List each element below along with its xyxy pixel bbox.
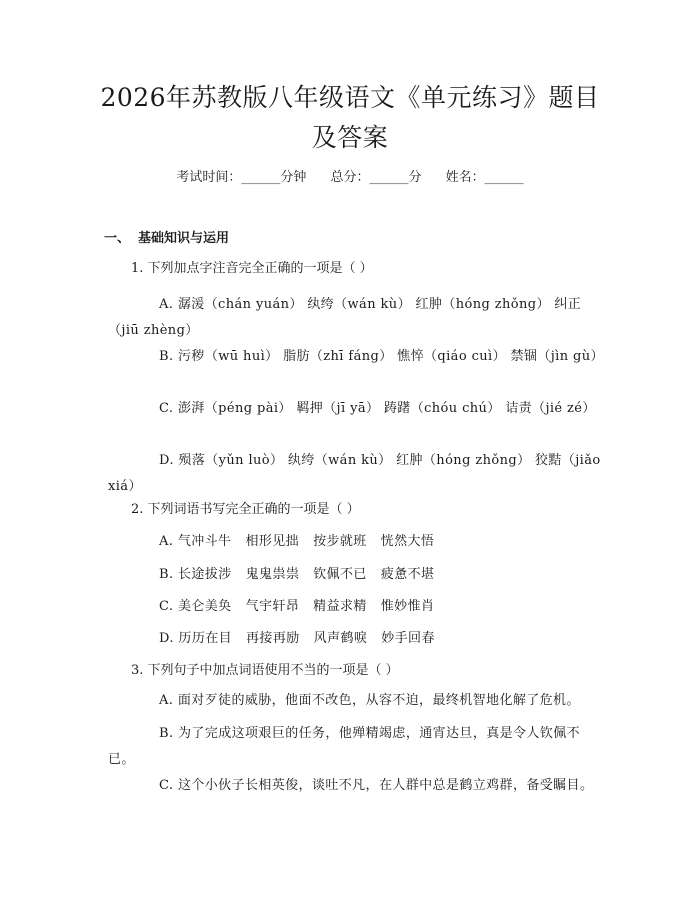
title-line-1: 2026年苏教版八年级语文《单元练习》题目 <box>100 83 600 112</box>
question-2-option-c: C. 美仑美奂 气宇轩昂 精益求精 惟妙惟肖 <box>159 599 435 614</box>
exam-info <box>0 168 700 188</box>
section-number: 一、 <box>104 231 131 246</box>
question-1-option-a: A. 潺湲（chán yuán） 纨绔（wán kù） 红肿（hóng zhǒng） 纠正（jiū zhèng） <box>108 297 582 338</box>
question-3-option-a: A. 面对歹徒的威胁，他面不改色，从容不迫，最终机智地化解了危机。 <box>159 693 580 708</box>
question-1-stem: 1. 下列加点字注音完全正确的一项是（ ） <box>131 261 373 276</box>
question-2-option-b: B. 长途拔涉 鬼鬼祟祟 钦佩不已 疲惫不堪 <box>159 567 435 582</box>
question-3-option-b: B. 为了完成这项艰巨的任务，他殚精竭虑，通宵达旦，真是令人钦佩不已。 <box>108 726 581 767</box>
question-1-option-c: C. 澎湃（péng pài） 羁押（jī yā） 踌躇（chóu chú） 诘责（jié zé） <box>159 401 596 416</box>
section-heading <box>104 229 229 249</box>
question-3-option-c: C. 这个小伙子长相英俊，谈吐不凡，在人群中总是鹤立鸡群，备受瞩目。 <box>159 778 594 793</box>
question-2-stem: 2. 下列词语书写完全正确的一项是（ ） <box>131 502 360 517</box>
document-title <box>80 78 620 158</box>
question-2-option-a: A. 气冲斗牛 相形见拙 按步就班 恍然大悟 <box>159 534 435 549</box>
exam-time: 考试时间：______分钟 <box>176 170 307 185</box>
question-2-option-d: D. 历历在目 再接再励 风声鹤唳 妙手回春 <box>159 631 435 646</box>
question-1-option-d: D. 殒落（yǔn luò） 纨绔（wán kù） 红肿（hóng zhǒng） 狡黠（jiǎo xiá） <box>108 453 601 494</box>
question-3-stem: 3. 下列句子中加点词语使用不当的一项是（ ） <box>131 663 399 678</box>
exam-score: 总分：______分 <box>330 170 422 185</box>
question-1-option-b: B. 污秽（wū huì） 脂肪（zhī fáng） 憔悴（qiáo cuì） 禁锢（jìn gù） <box>159 349 604 364</box>
exam-name: 姓名：______ <box>445 170 524 185</box>
title-line-2: 及答案 <box>311 123 389 152</box>
section-label: 基础知识与运用 <box>138 231 230 246</box>
